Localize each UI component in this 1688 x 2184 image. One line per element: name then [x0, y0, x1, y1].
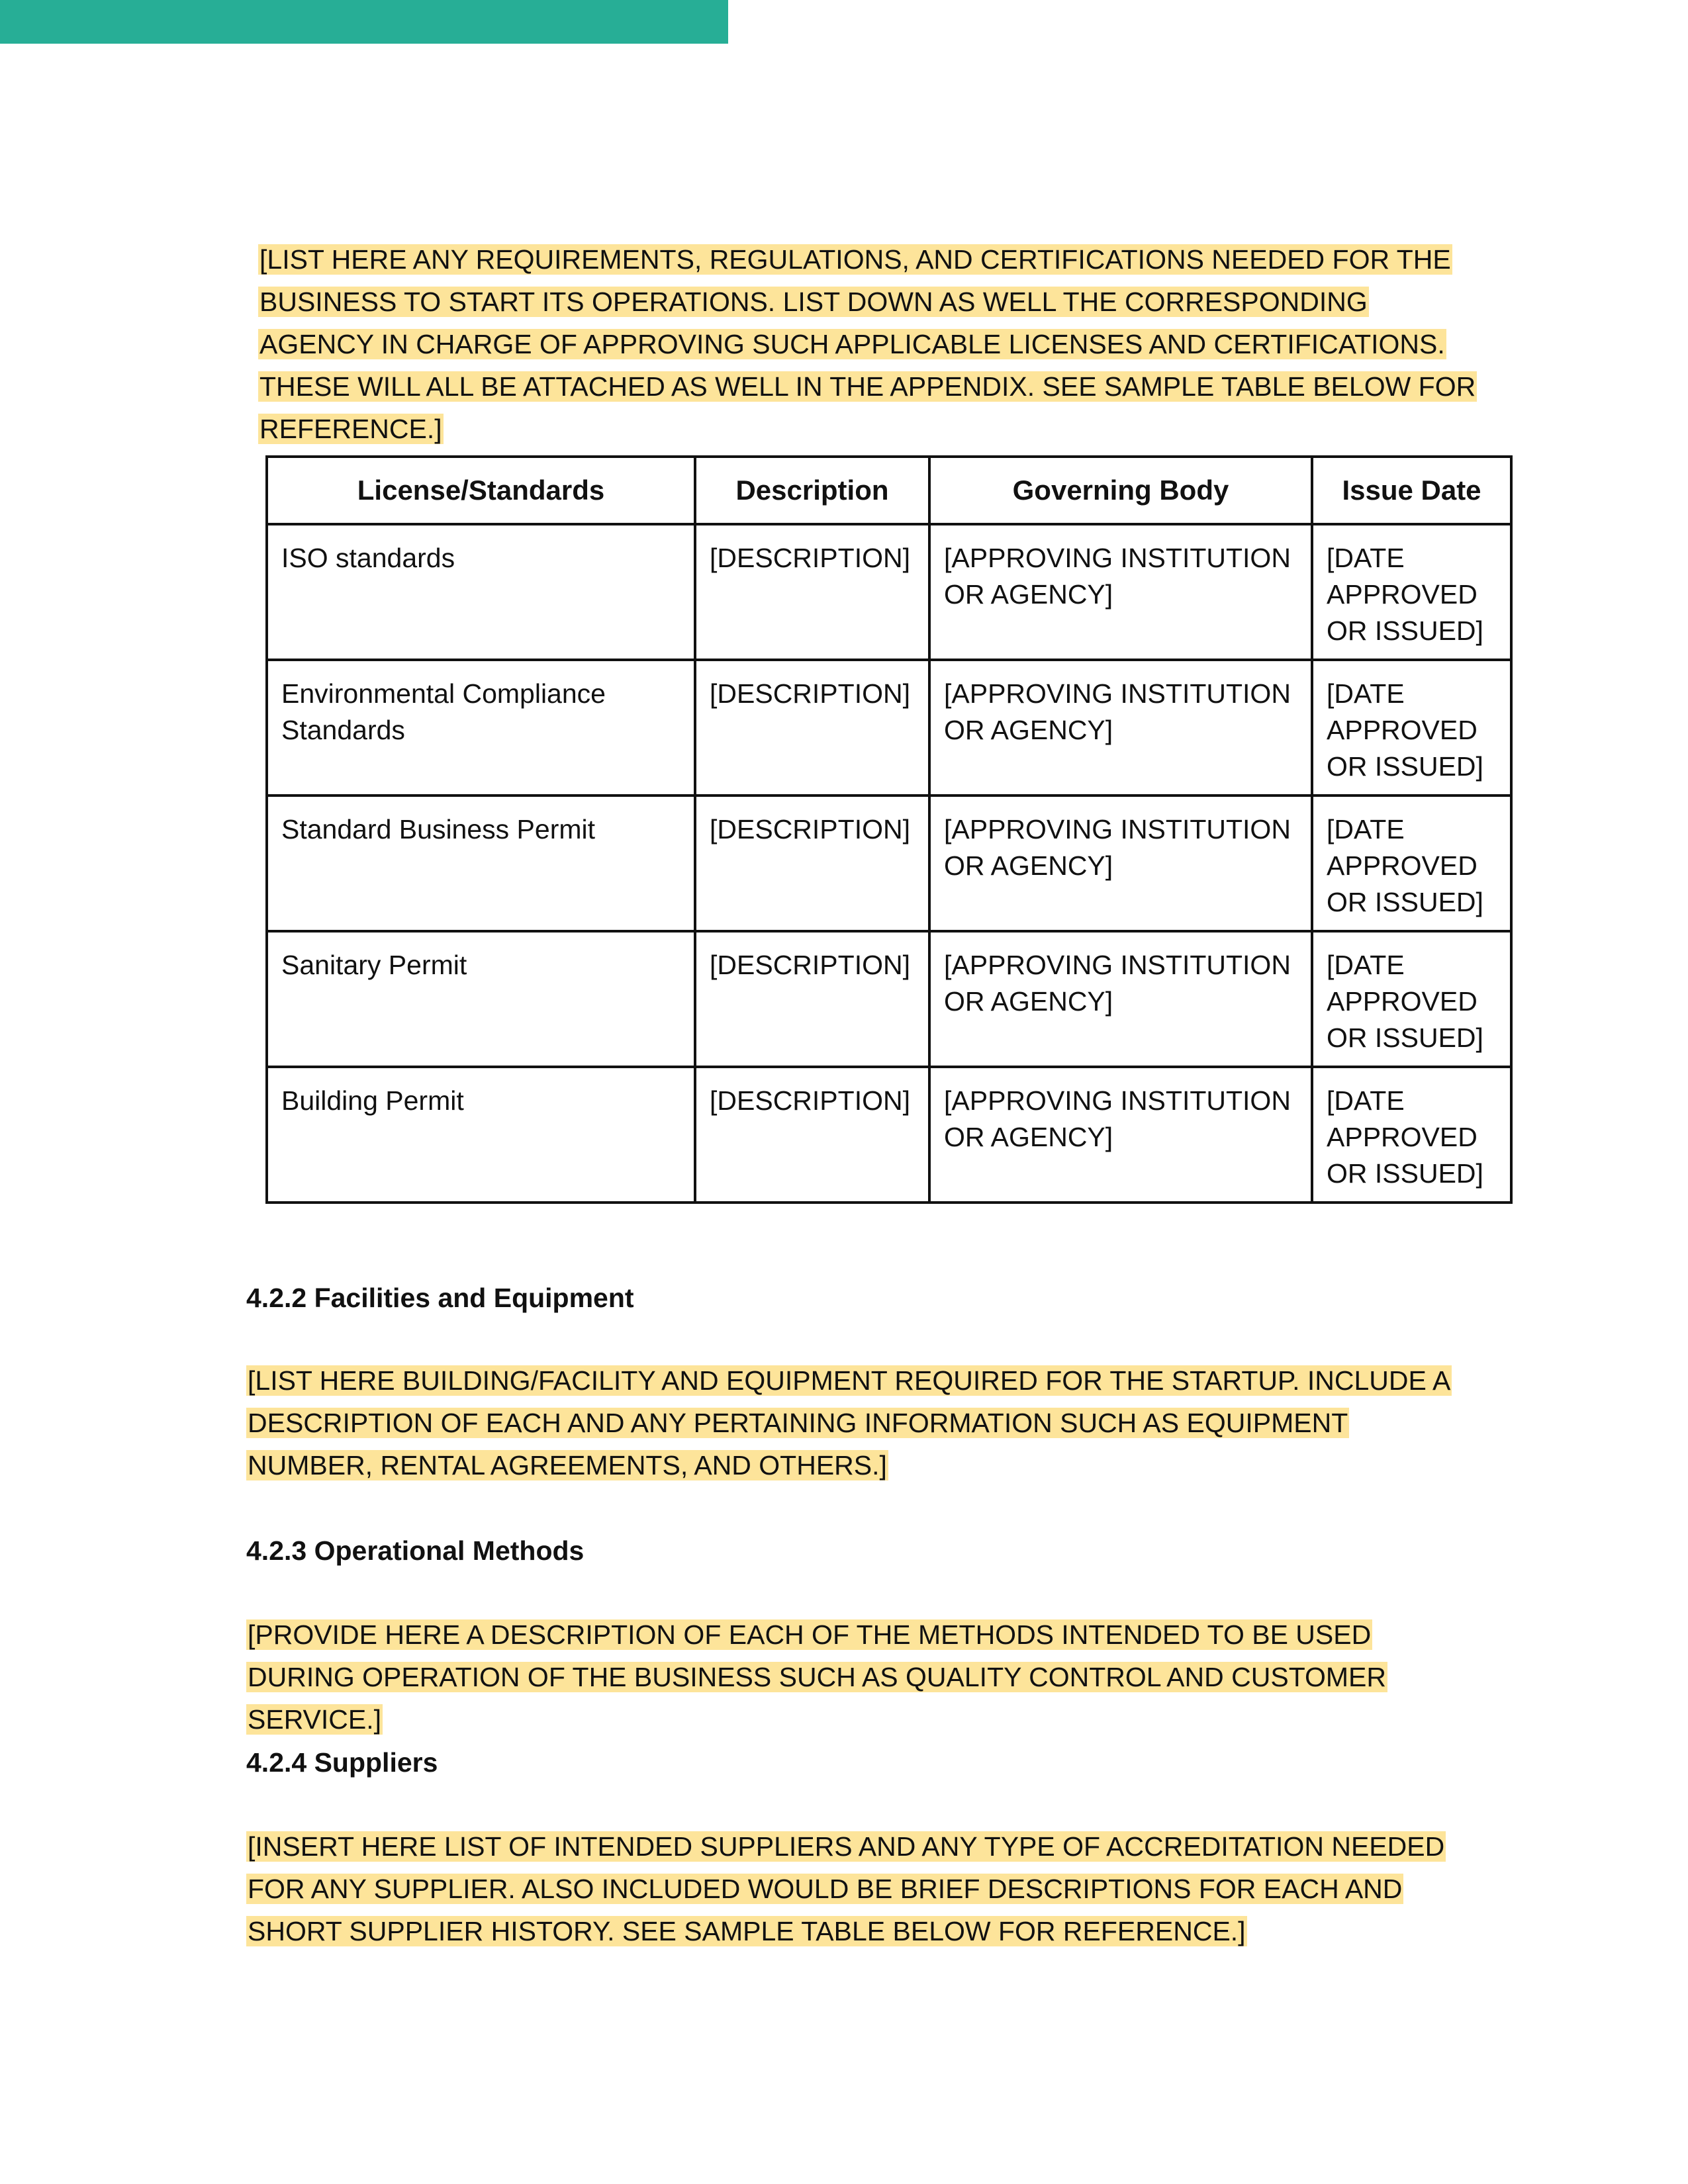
methods-instruction — [246, 1614, 1471, 1741]
cell-issue-date: [DATE APPROVED OR ISSUED] — [1312, 524, 1511, 660]
cell-issue-date: [DATE APPROVED OR ISSUED] — [1312, 796, 1511, 931]
cell-governing-body: [APPROVING INSTITUTION OR AGENCY] — [929, 1067, 1312, 1203]
cell-license: Environmental Compliance Standards — [267, 660, 695, 796]
table-row — [267, 660, 1511, 796]
table-row — [267, 931, 1511, 1067]
intro-instruction-text: [LIST HERE ANY REQUIREMENTS, REGULATIONS, AND CERTIFICATIONS NEEDED FOR THE BUSINESS TO START ITS OPERATIONS. LIST DOWN AS WELL THE CORRESPONDING AGENCY IN CHARGE OF APPROVING SUCH APPLICABLE LICENSES AND CERTIFICATIONS. THESE WILL ALL BE ATTACHED AS WELL IN THE APPENDIX. SEE SAMPLE TABLE BELOW FOR REFERENCE.] — [259, 244, 1476, 444]
suppliers-instruction — [246, 1825, 1471, 1952]
column-header-governing-body: Governing Body — [929, 457, 1312, 524]
cell-license: Standard Business Permit — [267, 796, 695, 931]
heading-suppliers: 4.2.4 Suppliers — [246, 1747, 438, 1778]
cell-governing-body: [APPROVING INSTITUTION OR AGENCY] — [929, 931, 1312, 1067]
facilities-instruction — [246, 1359, 1471, 1486]
header-accent-bar — [0, 0, 728, 44]
table-row — [267, 796, 1511, 931]
cell-issue-date: [DATE APPROVED OR ISSUED] — [1312, 931, 1511, 1067]
table-row — [267, 1067, 1511, 1203]
column-header-description: Description — [695, 457, 929, 524]
heading-operational-methods: 4.2.3 Operational Methods — [246, 1535, 585, 1566]
cell-description: [DESCRIPTION] — [695, 931, 929, 1067]
cell-license: ISO standards — [267, 524, 695, 660]
cell-description: [DESCRIPTION] — [695, 1067, 929, 1203]
facilities-instruction-text: [LIST HERE BUILDING/FACILITY AND EQUIPMENT REQUIRED FOR THE STARTUP. INCLUDE A DESCRIPTION OF EACH AND ANY PERTAINING INFORMATION SUCH AS EQUIPMENT NUMBER, RENTAL AGREEMENTS, AND OTHERS.] — [248, 1365, 1451, 1480]
cell-issue-date: [DATE APPROVED OR ISSUED] — [1312, 1067, 1511, 1203]
column-header-license: License/Standards — [267, 457, 695, 524]
intro-instruction — [258, 238, 1483, 450]
table-header-row — [267, 457, 1511, 524]
column-header-issue-date: Issue Date — [1312, 457, 1511, 524]
cell-license: Building Permit — [267, 1067, 695, 1203]
cell-description: [DESCRIPTION] — [695, 524, 929, 660]
cell-governing-body: [APPROVING INSTITUTION OR AGENCY] — [929, 660, 1312, 796]
table-row — [267, 524, 1511, 660]
cell-description: [DESCRIPTION] — [695, 796, 929, 931]
methods-instruction-text: [PROVIDE HERE A DESCRIPTION OF EACH OF THE METHODS INTENDED TO BE USED DURING OPERATION OF THE BUSINESS SUCH AS QUALITY CONTROL AND CUSTOMER SERVICE.] — [248, 1619, 1386, 1735]
cell-governing-body: [APPROVING INSTITUTION OR AGENCY] — [929, 524, 1312, 660]
cell-description: [DESCRIPTION] — [695, 660, 929, 796]
suppliers-instruction-text: [INSERT HERE LIST OF INTENDED SUPPLIERS AND ANY TYPE OF ACCREDITATION NEEDED FOR ANY SUPPLIER. ALSO INCLUDED WOULD BE BRIEF DESCRIPTIONS FOR EACH AND SHORT SUPPLIER HISTORY. SEE SAMPLE TABLE BELOW FOR REFERENCE.] — [248, 1831, 1445, 1946]
cell-governing-body: [APPROVING INSTITUTION OR AGENCY] — [929, 796, 1312, 931]
heading-facilities-equipment: 4.2.2 Facilities and Equipment — [246, 1283, 634, 1313]
cell-license: Sanitary Permit — [267, 931, 695, 1067]
cell-issue-date: [DATE APPROVED OR ISSUED] — [1312, 660, 1511, 796]
license-table — [265, 455, 1513, 1204]
